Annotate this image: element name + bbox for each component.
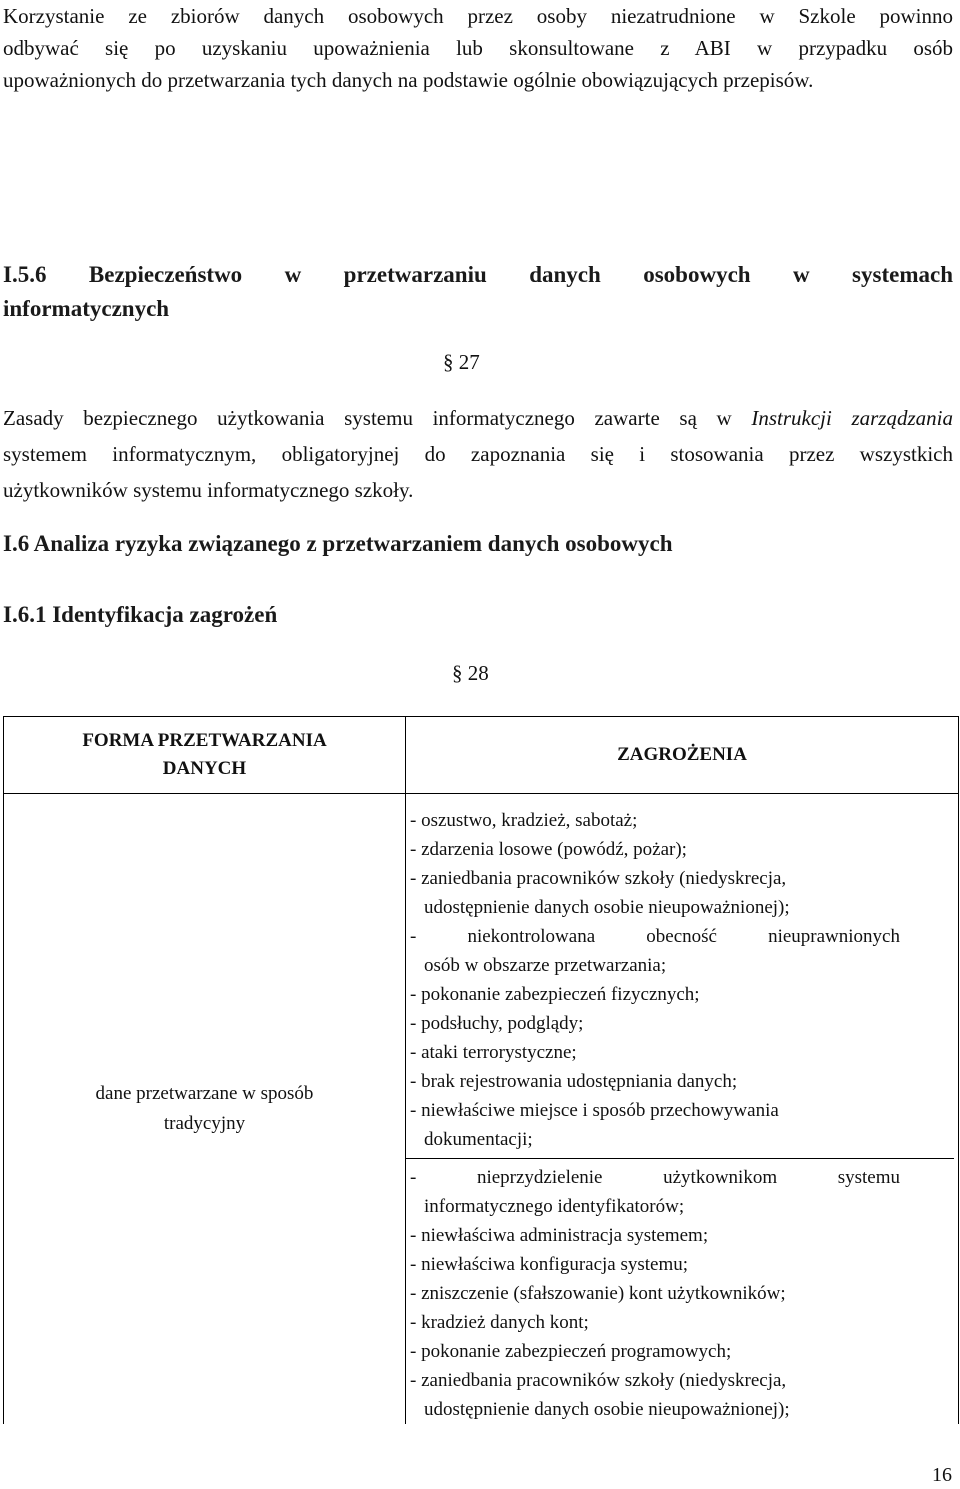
intro-line: Korzystanie ze zbiorów danych osobowych przez osoby niezatrudnione w Szkole powinno [3,4,953,28]
section-heading-i56 [3,258,953,326]
threat-item [410,1337,900,1366]
threat-item-text: - pokonanie zabezpieczeń programowych; [410,1341,732,1362]
header-line: FORMA PRZETWARZANIA [82,730,327,751]
safety-paragraph [3,400,953,508]
intro-line: odbywać się po uzyskaniu upoważnienia lub skonsultowane z ABI w przypadku osób [3,36,953,60]
threat-item-text: - pokonanie zabezpieczeń fizycznych; [410,984,700,1005]
threat-item-continuation: udostępnienie danych osobie nieupoważnionej); [424,897,790,918]
threat-list-system [410,1163,958,1424]
threat-item-text: - niewłaściwa administracja systemem; [410,1225,709,1246]
threat-item-text: - niewłaściwe miejsce i sposób przechowywania [410,1100,779,1121]
header-processing-form [4,717,406,794]
heading-line: I.5.6 Bezpieczeństwo w przetwarzaniu danych osobowych w systemach [3,262,953,287]
section-heading-i6: I.6 Analiza ryzyka związanego z przetwarzaniem danych osobowych [3,531,673,556]
threat-item-text: - niewłaściwa konfiguracja systemu; [410,1254,689,1275]
header-line: DANYCH [162,758,247,779]
threat-item-text: - zdarzenia losowe (powódź, pożar); [410,839,687,860]
body-line [3,472,953,508]
table-row [4,794,959,1425]
section-heading-i61: I.6.1 Identyfikacja zagrożeń [3,602,278,627]
threat-item-text: - oszustwo, kradzież, sabotaż; [410,810,638,831]
divider [406,1158,954,1159]
threat-item [410,1279,900,1308]
threat-item [410,1096,900,1154]
paragraph-ref-27: § 27 [443,350,480,374]
threats-table [3,716,959,1424]
threat-item [410,806,900,835]
threat-item [410,1221,900,1250]
body-line [3,400,953,436]
processing-form-cell [4,794,406,1425]
threat-item [410,1067,900,1096]
threats-cell [406,794,959,1425]
body-text: użytkowników systemu informatycznego szkoły. [3,478,414,502]
body-line [3,436,953,472]
cell-line: dane przetwarzane w sposób [95,1083,314,1104]
body-text: Zasady bezpiecznego użytkowania systemu informatycznego zawarte są w [3,406,752,430]
threat-item-continuation: udostępnienie danych osobie nieupoważnionej); [424,1399,790,1420]
threat-item-text: - kradzież danych kont; [410,1312,589,1333]
threat-item [410,1009,900,1038]
threat-item-continuation: dokumentacji; [424,1129,533,1150]
table-header-row [4,717,959,794]
threat-item [410,835,900,864]
threat-item-text: - podsłuchy, podglądy; [410,1013,584,1034]
threat-item-text: - ataki terrorystyczne; [410,1042,577,1063]
threat-item [410,864,900,922]
intro-paragraph [3,0,953,96]
threat-item-continuation: osób w obszarze przetwarzania; [424,955,667,976]
threat-item [410,1163,900,1221]
threat-item [410,1366,900,1424]
header-threats: ZAGROŻENIA [406,717,959,794]
threat-list-physical [410,806,958,1154]
paragraph-ref-28: § 28 [452,661,489,685]
threat-item [410,980,900,1009]
threat-item-text: - zniszczenie (sfałszowanie) kont użytkowników; [410,1283,786,1304]
threat-item [410,1308,900,1337]
threat-item-continuation: informatycznego identyfikatorów; [424,1196,685,1217]
heading-line: informatycznych [3,296,170,321]
threat-item [410,1250,900,1279]
instruction-title: Instrukcji zarządzania [751,406,953,430]
threat-item [410,922,900,980]
threat-item-text: - niekontrolowana obecność nieuprawnionych [410,926,900,947]
body-text: systemem informatycznym, obligatoryjnej do zapoznania się i stosowania przez wszystkich [3,442,953,466]
threat-item [410,1038,900,1067]
page-number: 16 [932,1464,952,1486]
intro-line: upoważnionych do przetwarzania tych danych na podstawie ogólnie obowiązujących przepisów. [3,68,814,92]
threat-item-text: - zaniedbania pracowników szkoły (niedyskrecja, [410,1370,787,1391]
threat-item-text: - zaniedbania pracowników szkoły (niedyskrecja, [410,868,787,889]
cell-line: tradycyjny [163,1113,246,1134]
threat-item-text: - brak rejestrowania udostępniania danych; [410,1071,738,1092]
threat-item-text: - nieprzydzielenie użytkownikom systemu [410,1167,900,1188]
